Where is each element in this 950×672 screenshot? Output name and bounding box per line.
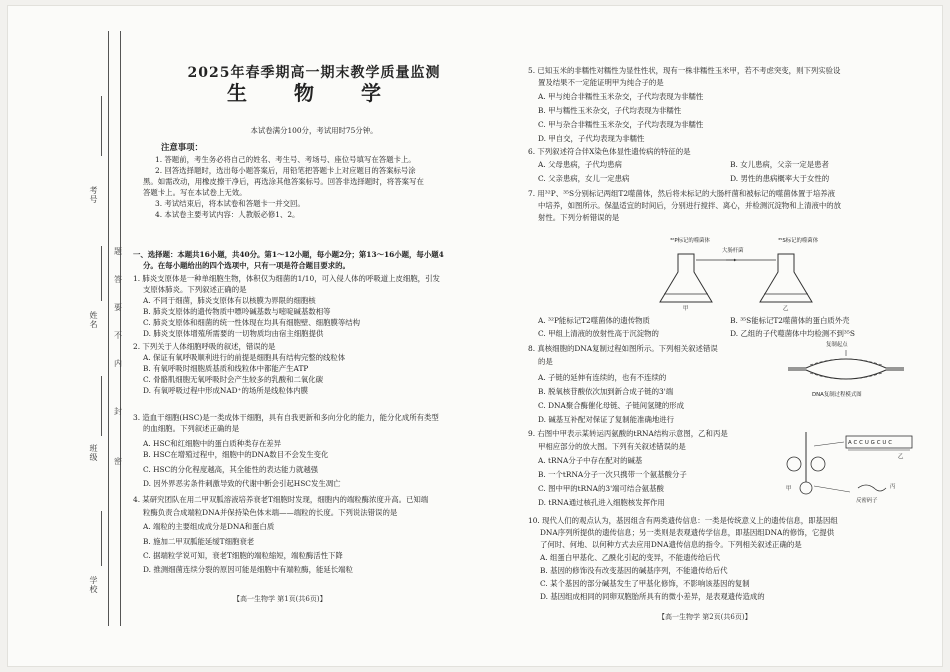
question-line: 的是 xyxy=(538,357,553,366)
question-line: 3. 造血干细胞(HSC)是一类成体干细胞，具有自我更新和多向分化的能力，能分化成所有类型 xyxy=(133,413,439,422)
option-row xyxy=(538,329,930,340)
seal-char: 封 xyxy=(114,407,122,416)
option: D. 乙组的子代噬菌体中均检测不到³⁵S xyxy=(730,329,855,338)
figure-caption: DNA复制过程模式图 xyxy=(812,392,862,398)
option-line: D. 因外界恶劣条件刺激导致的代谢中断会引起HSC发生凋亡 xyxy=(143,479,341,488)
question-line: DNA序列所提供的遗传信息；另一类则是表观遗传学信息，即基因组DNA的修饰，它提供 xyxy=(540,528,835,537)
fill-line xyxy=(101,376,102,436)
label-exam-number: 考号 xyxy=(89,186,98,204)
fill-line xyxy=(101,246,102,301)
question-line: 粒酶负责合成端粒DNA并保持染色体末端——端粒的长度。下列说法错误的是 xyxy=(143,508,398,517)
question-line: 2. 下列关于人体细胞呼吸的叙述，错误的是 xyxy=(133,342,276,351)
notice-line: 3. 考试结束后，将本试卷和答题卡一并交回。 xyxy=(155,199,305,208)
seal-char: 密 xyxy=(114,457,122,466)
option-line: D. 有氧呼吸过程中形成NAD⁺的场所是线粒体内膜 xyxy=(143,386,309,395)
binding-margin xyxy=(8,6,126,666)
option-line: C. HSC的分化程度越高，其全能性的表达能力就越强 xyxy=(143,465,319,474)
fill-line xyxy=(101,511,102,566)
option-line: B. 一个tRNA分子一次只携带一个氨基酸分子 xyxy=(538,470,687,479)
option-line: A. 甲与纯合非糯性玉米杂交，子代均表现为非糯性 xyxy=(538,92,704,101)
option: A. ³²P能标记T2噬菌体的遗传物质 xyxy=(538,316,650,325)
fill-line xyxy=(101,96,102,156)
option-line: B. 有氧呼吸时细胞质基质和线粒体中都能产生ATP xyxy=(143,364,309,373)
option-line: B. 脱氧核苷酸依次加到新合成子链的3'端 xyxy=(538,387,674,396)
trna-sequence: ACCUGCUC xyxy=(848,440,894,446)
question-line: 的血细胞。下列叙述正确的是 xyxy=(143,424,240,433)
notice-line: 2. 回答选择题时，选出每小题答案后，用铅笔把答题卡上对应题目的答案标号涂 xyxy=(155,166,416,175)
margin-line xyxy=(108,31,109,626)
option-line: B. 基因的修饰没有改变基因的碱基序列，不能遗传给后代 xyxy=(540,566,728,575)
option-line: C. 骨骼肌细胞无氧呼吸时会产生较多的乳酸和二氧化碳 xyxy=(143,375,324,384)
option-line: B. 施加二甲双胍能延缓T细胞衰老 xyxy=(143,537,255,546)
question-line: 6. 下列叙述符合伴X染色体显性遗传病的特征的是 xyxy=(528,147,691,156)
question-line: 置及结果不一定能证明甲为纯合子的是 xyxy=(538,78,664,87)
flask-label-p32: ³²P标记的噬菌体 xyxy=(670,238,710,244)
option: C. 甲组上清液的放射性高于沉淀物的 xyxy=(538,329,659,338)
page-footer: 【高一生物学 第2页(共6页)】 xyxy=(658,613,752,621)
option-line: A. tRNA分子中存在配对的碱基 xyxy=(538,456,643,465)
margin-line xyxy=(120,31,121,626)
question-line: 甲相应部分的放大图。下列有关叙述错误的是 xyxy=(538,442,686,451)
section-heading-cont: 分。在每小题给出的四个选项中，只有一项是符合题目要求的。 xyxy=(143,261,350,270)
question-line: 10. 现代人们的观点认为，基因组含有两类遗传信息：一类是传统意义上的遗传信息，即基因组 xyxy=(528,516,838,525)
seal-char: 不 xyxy=(114,331,122,340)
dna-replication-figure xyxy=(786,340,906,402)
option: B. ³⁵S能标记T2噬菌体的蛋白质外壳 xyxy=(730,316,850,325)
phage-experiment-figure xyxy=(648,232,838,312)
option: A. 父母患病，子代均患病 xyxy=(538,160,622,169)
option-line: D. 甲自交，子代均表现为非糯性 xyxy=(538,134,645,143)
question-line: 了何时、何地、以何种方式去应用DNA遗传信息的指令。下列相关叙述正确的是 xyxy=(540,540,802,549)
option-line: A. HSC和红细胞中的蛋白质种类存在差异 xyxy=(143,439,282,448)
exam-title: 2025年春季期高一期末教学质量监测 xyxy=(187,65,441,81)
option-line: A. 子链的延伸有连续的，也有不连续的 xyxy=(538,373,667,382)
option-line: C. 甲与杂合非糯性玉米杂交，子代均表现为非糯性 xyxy=(538,120,704,129)
trna-figure xyxy=(786,426,916,506)
option-line: C. 图中甲的tRNA的3'端可结合氨基酸 xyxy=(538,484,664,493)
option-line: A. 保证有氧呼吸顺利进行的前提是细胞具有结构完整的线粒体 xyxy=(143,353,346,362)
question-line: 4. 某研究团队在用二甲双胍溶液培养衰老T细胞时发现，细胞内的端粒酶浓度升高。已知端 xyxy=(133,495,429,504)
option: D. 男性的患病概率大于女性的 xyxy=(730,174,830,183)
option-line: A. 不同于细菌，肺炎支原体有以核膜为界限的细胞核 xyxy=(143,296,316,305)
seal-char: 答 xyxy=(114,275,122,284)
trna-label-c: 丙 xyxy=(890,484,896,490)
option-line: B. 肺炎支原体的遗传物质中嘌呤碱基数与嘧啶碱基数相等 xyxy=(143,307,331,316)
option-line: A. 端粒的主要组成成分是DNA和蛋白质 xyxy=(143,522,275,531)
notice-line: 答题卡上。写在本试卷上无效。 xyxy=(143,188,247,197)
option-line: D. 碱基互补配对保证了复制能准确地进行 xyxy=(538,415,675,424)
question-line: 射性。下列分析错误的是 xyxy=(538,213,620,222)
trna-label-a: 甲 xyxy=(786,486,792,492)
option: C. 父亲患病，女儿一定患病 xyxy=(538,174,630,183)
question-line: 8. 真核细胞的DNA复制过程如图所示。下列相关叙述错误 xyxy=(528,344,718,353)
label-name: 姓名 xyxy=(89,311,98,329)
replication-origin-label: 复制起点 xyxy=(826,342,848,348)
option-row xyxy=(538,160,930,171)
question-line: 7. 用³²P、³⁵S分别标记两组T2噬菌体，然后将未标记的大肠杆菌和被标记的噬菌体置于培养液 xyxy=(528,189,835,198)
option-line: D. 推测细菌连续分裂的原因可能是细胞中有端粒酶，能延长端粒 xyxy=(143,565,353,574)
option-row xyxy=(538,174,930,185)
option-line: C. 据端粒学说可知，衰老T细胞的端粒缩短，端粒酶活性下降 xyxy=(143,551,343,560)
exam-sheet xyxy=(8,6,942,666)
flask-label-a: 甲 xyxy=(683,306,689,312)
option: B. 女儿患病，父亲一定是患者 xyxy=(730,160,829,169)
option-line: C. 某个基因的部分碱基发生了甲基化修饰，不影响该基因的复制 xyxy=(540,579,750,588)
question-line: 5. 已知玉米的非糯性对糯性为显性性状，现有一株非糯性玉米甲，若不考虑突变，则下列实验设 xyxy=(528,66,841,75)
subject-title: 生 物 学 xyxy=(227,81,401,105)
anticodon-label: 反密码子 xyxy=(856,498,878,504)
option-line: D. tRNA通过核孔进入细胞核发挥作用 xyxy=(538,498,665,507)
seal-char: 内 xyxy=(114,359,122,368)
notice-line: 4. 本试卷主要考试内容：人教版必修1、2。 xyxy=(155,210,300,219)
replication-bubble xyxy=(786,348,906,388)
option-line: D. 肺炎支原体增殖所需要的一切物质均由宿主细胞提供 xyxy=(143,329,324,338)
section-heading: 一、选择题：本题共16小题，共40分。第1～12小题，每小题2分；第13～16小题，每小题4 xyxy=(133,250,444,259)
notice-heading: 注意事项： xyxy=(161,142,203,152)
exam-info: 本试卷满分100分，考试用时75分钟。 xyxy=(250,126,378,135)
question-line: 中培养，如图所示。保温适宜的时间后，分别进行搅拌、离心，并检测沉淀物和上清液中的放 xyxy=(538,201,842,210)
question-line: 9. 右图中甲表示某转运丙氨酸的tRNA结构示意图，乙和丙是 xyxy=(528,429,728,438)
question-line: 支原体肺炎。下列叙述正确的是 xyxy=(143,285,247,294)
flask-label-ecoli: 大肠杆菌 xyxy=(722,248,744,254)
question-line: 1. 肺炎支原体是一种单细胞生物，体积仅为细菌的1/10，可入侵人体的呼吸道上皮细胞，引发 xyxy=(133,274,440,283)
option-row xyxy=(538,316,930,327)
option-line: D. 基因组成相同的同卵双胞胎所具有的微小差异，是表观遗传造成的 xyxy=(540,592,765,601)
seal-char: 题 xyxy=(114,247,122,256)
label-school: 学校 xyxy=(89,576,98,594)
option-line: C. 肺炎支原体和细菌的统一性体现在均具有细胞壁、细胞膜等结构 xyxy=(143,318,361,327)
flask-label-s35: ³⁵S标记的噬菌体 xyxy=(778,238,819,244)
seal-char: 要 xyxy=(114,303,122,312)
option-line: B. 甲与糯性玉米杂交，子代均表现为非糯性 xyxy=(538,106,682,115)
option-line: A. 组蛋白甲基化、乙酰化引起的变异，不能遗传给后代 xyxy=(540,553,721,562)
notice-line: 1. 答题前，考生务必将自己的姓名、考生号、考场号、座位号填写在答题卡上。 xyxy=(155,155,416,164)
flask-label-b: 乙 xyxy=(783,306,789,312)
trna-label-b: 乙 xyxy=(898,454,904,460)
option-line: C. DNA聚合酶催化母链、子链间氢键的形成 xyxy=(538,401,685,410)
page-footer: 【高一生物学 第1页(共6页)】 xyxy=(233,595,327,603)
notice-line: 黑。如需改动，用橡皮擦干净后，再选涂其他答案标号。回答非选择题时，将答案写在 xyxy=(143,177,424,186)
option-line: B. HSC在增殖过程中，细胞中的DNA数目不会发生变化 xyxy=(143,450,329,459)
label-class: 班级 xyxy=(89,444,98,462)
